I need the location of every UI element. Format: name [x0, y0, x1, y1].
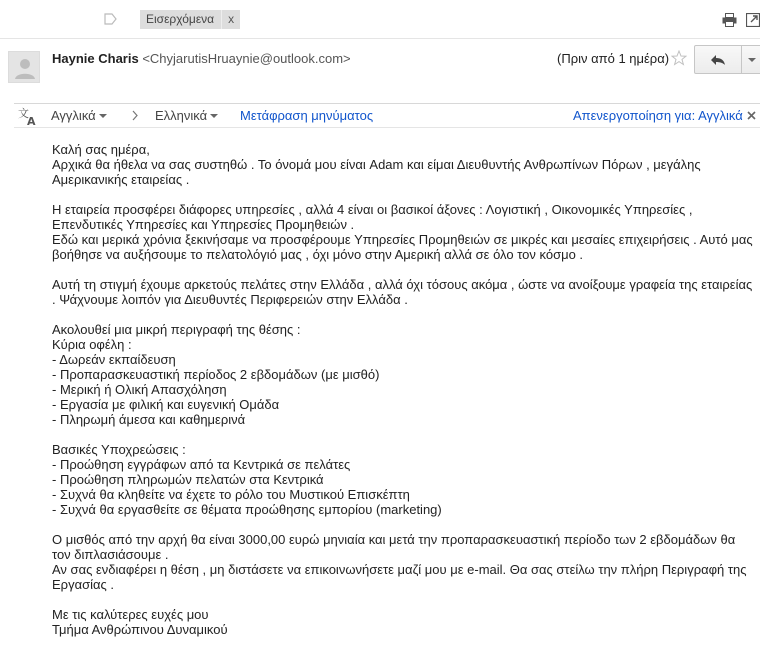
- body-line: Αν σας ενδιαφέρει η θέση , μη διστάσετε να επικοινωνήσετε μαζί μου με e-mail. Θα σας στείλω την πλήρη Περιγραφή της Εργασίας .: [52, 562, 747, 592]
- new-window-icon[interactable]: [746, 13, 760, 27]
- list-item: - Προώθηση εγγράφων από τα Κεντρικά σε πελάτες: [52, 457, 351, 472]
- more-button[interactable]: [742, 45, 760, 74]
- body-line: Αρχικά θα ήθελα να σας συστηθώ . Το όνομά μου είναι Adam και είμαι Διευθυντής Ανθρωπίνων Πόρων , μεγάλης Αμερικανικής εταιρείας .: [52, 157, 701, 187]
- target-language-select[interactable]: [155, 108, 218, 123]
- svg-text:A: A: [27, 115, 36, 126]
- label-tag-icon[interactable]: [104, 13, 117, 25]
- message-body: [52, 142, 757, 637]
- chevron-down-icon: [210, 114, 218, 118]
- target-language-label: Ελληνικά: [155, 108, 208, 123]
- list-item: - Συχνά θα κληθείτε να έχετε το ρόλο του Μυστικού Επισκέπτη: [52, 487, 410, 502]
- label-chip-inbox[interactable]: [140, 10, 240, 29]
- label-remove-button[interactable]: x: [221, 10, 240, 29]
- reply-button-group: [694, 45, 760, 74]
- svg-text:文: 文: [18, 107, 29, 120]
- list-item: - Συχνά θα εργασθείτε σε θέματα προώθησης εμπορίου (marketing): [52, 502, 442, 517]
- star-icon[interactable]: [671, 50, 687, 66]
- avatar: [8, 51, 40, 83]
- close-icon[interactable]: [747, 111, 756, 120]
- body-line: Καλή σας ημέρα,: [52, 142, 150, 157]
- disable-translation-link[interactable]: Απενεργοποίηση για: Αγγλικά: [573, 108, 743, 123]
- body-line: Εδώ και μερικά χρόνια ξεκινήσαμε να προσφέρουμε Υπηρεσίες Προμηθειών σε μικρές και μεσαίες επιχειρήσεις . Αυτό μας βοήθησε να αυξήσουμε το πελατολόγιό μας , όχι μόνο στην Αμερική αλλά σε όλο τον κόσμο .: [52, 232, 753, 262]
- body-line: Με τις καλύτερες ευχές μου: [52, 607, 209, 622]
- list-item: - Προώθηση πληρωμών πελατών στα Κεντρικά: [52, 472, 324, 487]
- body-line: Αυτή τη στιγμή έχουμε αρκετούς πελάτες στην Ελλάδα , αλλά όχι τόσους ακόμα , ώστε να ανοίξουμε γραφεία της εταιρείας . Ψάχνουμε λοιπόν για Διευθυντές Περιφερειών στην Ελλάδα .: [52, 277, 753, 307]
- body-line: Βασικές Υποχρεώσεις :: [52, 442, 186, 457]
- arrow-right-icon: [131, 110, 139, 121]
- chevron-down-icon: [99, 114, 107, 118]
- avatar-person-icon: [9, 52, 41, 84]
- list-item: - Εργασία με φιλική και ευγενική Ομάδα: [52, 397, 280, 412]
- label-chip-text: Εισερχόμενα: [146, 12, 215, 26]
- sender-name[interactable]: Haynie Charis: [52, 51, 139, 66]
- list-item: - Δωρεάν εκπαίδευση: [52, 352, 176, 367]
- list-item: - Προπαρασκευαστική περίοδος 2 εβδομάδων (με μισθό): [52, 367, 380, 382]
- sender-email: <ChyjarutisHruaynie@outlook.com>: [142, 51, 351, 66]
- list-item: - Πληρωμή άμεσα και καθημερινά: [52, 412, 246, 427]
- list-item: - Μερική ή Ολική Απασχόληση: [52, 382, 227, 397]
- more-icon: [748, 58, 756, 62]
- body-line: Ακολουθεί μια μικρή περιγραφή της θέσης :: [52, 322, 301, 337]
- source-language-label: Αγγλικά: [51, 108, 96, 123]
- message-time: (Πριν από 1 ημέρα): [557, 51, 670, 66]
- translate-icon: [18, 106, 38, 126]
- body-line: Κύρια οφέλη :: [52, 337, 132, 352]
- source-language-select[interactable]: [51, 108, 107, 123]
- body-line: Τμήμα Ανθρώπινου Δυναμικού: [52, 622, 228, 637]
- translation-bar: [14, 103, 760, 128]
- reply-button[interactable]: [694, 45, 742, 74]
- sender: [52, 51, 351, 66]
- print-icon[interactable]: [722, 13, 737, 27]
- reply-icon: [710, 54, 726, 66]
- translate-message-link[interactable]: Μετάφραση μηνύματος: [240, 108, 374, 123]
- body-line: Ο μισθός από την αρχή θα είναι 3000,00 ευρώ μηνιαία και μετά την προπαρασκευαστική περίοδο των 2 εβδομάδων θα τον διπλασιάσουμε .: [52, 532, 736, 562]
- top-toolbar: [0, 0, 760, 39]
- body-line: Η εταιρεία προσφέρει διάφορες υπηρεσίες , αλλά 4 είναι οι βασικοί άξονες : Λογιστική , Οικονομικές Υπηρεσίες , Επενδυτικές Υπηρεσίες και Υπηρεσίες Προμηθειών .: [52, 202, 693, 232]
